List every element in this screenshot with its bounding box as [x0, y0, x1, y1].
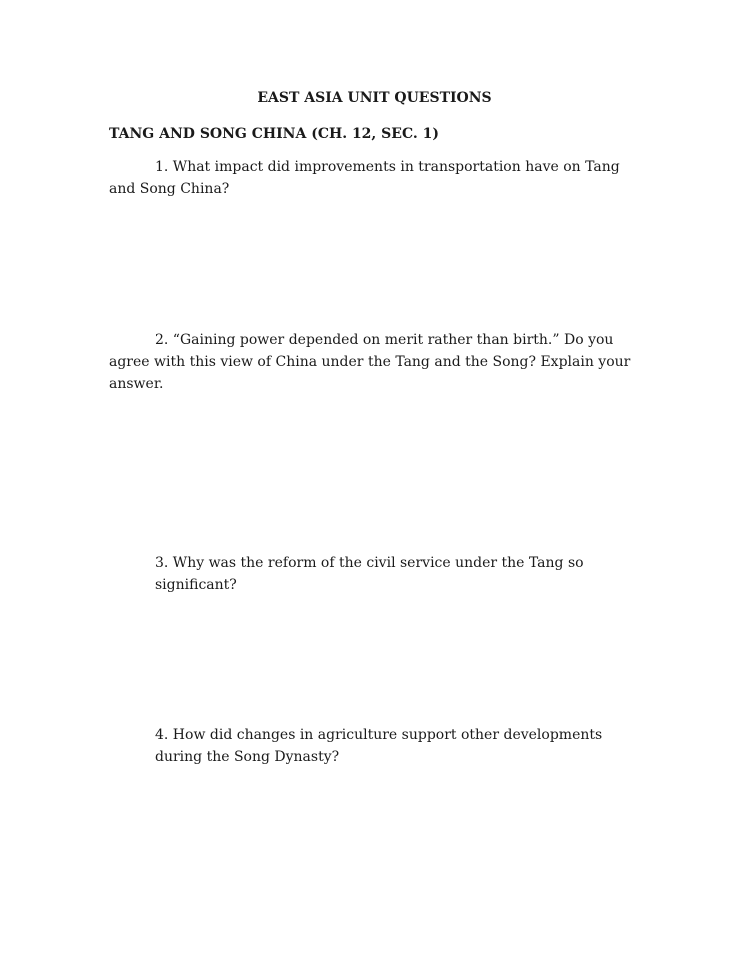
section-heading: TANG AND SONG CHINA (CH. 12, SEC. 1): [109, 126, 439, 142]
question-3: 3. Why was the reform of the civil service under the Tang so significant?: [155, 555, 584, 593]
document-title: EAST ASIA UNIT QUESTIONS: [257, 90, 492, 106]
question-4: 4. How did changes in agriculture support other developments during the Song Dynasty?: [155, 727, 603, 765]
question-1: 1. What impact did improvements in transportation have on Tang and Song China?: [109, 159, 620, 197]
question-2: 2. “Gaining power depended on merit rather than birth.” Do you agree with this view of China under the Tang and the Song? Explain your answer.: [109, 332, 631, 392]
